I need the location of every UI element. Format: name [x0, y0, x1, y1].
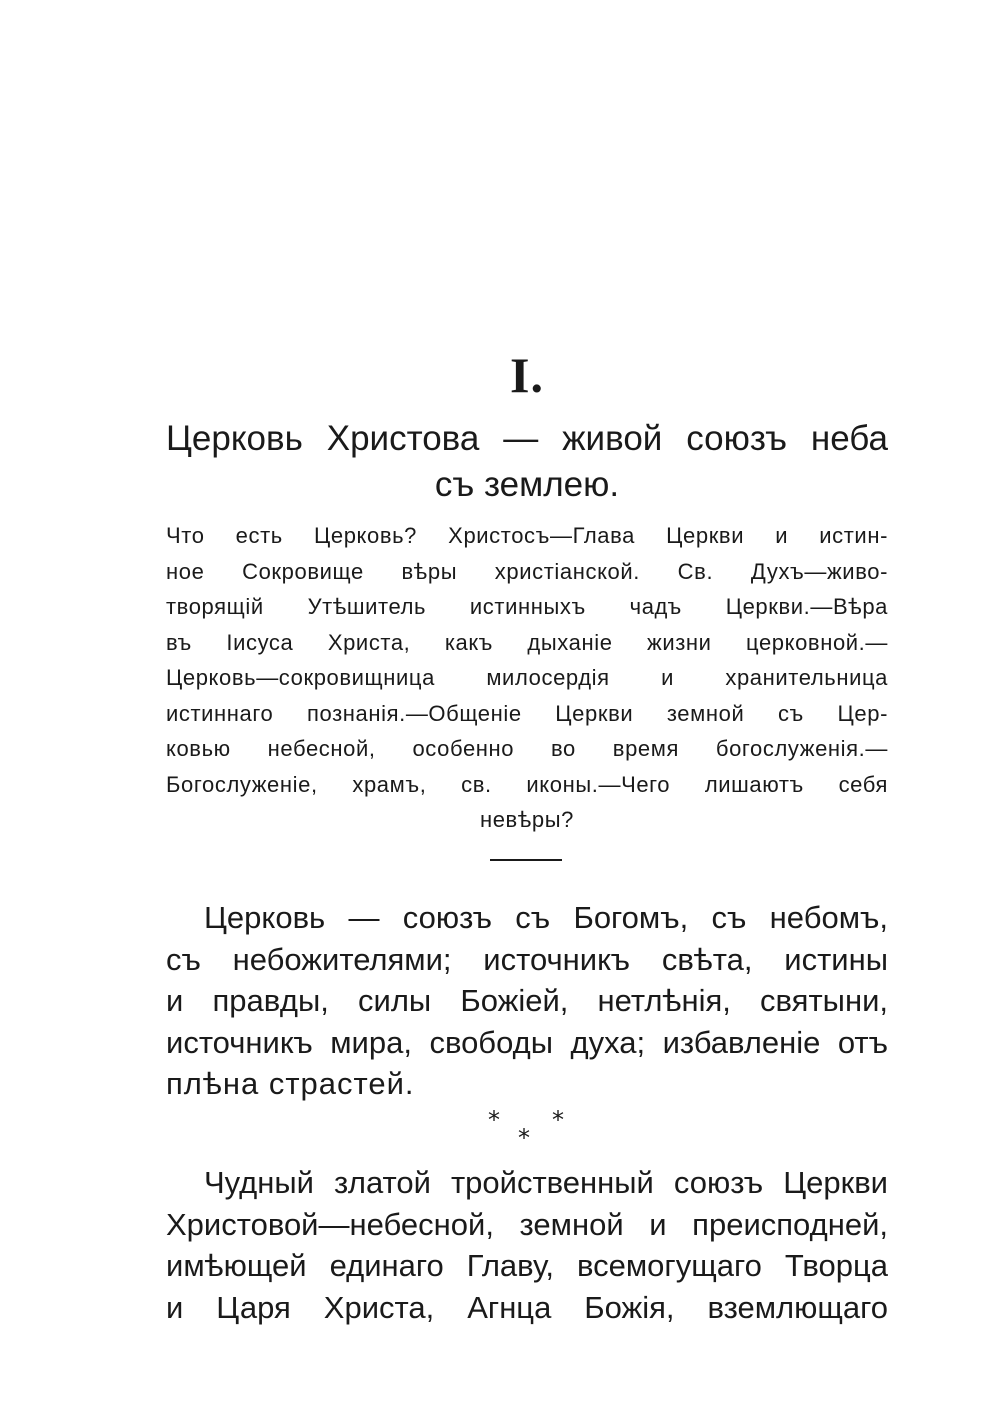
section-divider [490, 859, 562, 861]
chapter-title-line: Церковь Христова — живой союзъ неба [166, 419, 888, 458]
summary-line: ное Сокровище вѣры христіанской. Св. Духъ—живо- [166, 558, 888, 584]
asterisk: * [488, 1106, 500, 1134]
paragraph-line: Чудный златой тройственный союзъ Церкви [204, 1165, 888, 1200]
asterism-separator [488, 1108, 568, 1158]
summary-line: ковью небесной, особенно во время богослуженія.— [166, 736, 888, 761]
asterisk: * [518, 1124, 530, 1152]
summary-line: невѣры? [479, 807, 575, 832]
paragraph-line: источникъ мира, свободы духа; избавленіе отъ [166, 1024, 888, 1060]
chapter-title-line: съ землею. [434, 465, 620, 504]
chapter-title [166, 416, 888, 508]
chapter-summary [166, 518, 888, 838]
paragraph-line: съ небожителями; источникъ свѣта, истины [166, 941, 888, 977]
paragraph-line: имѣющей единаго Главу, всемогущаго Творца [166, 1248, 888, 1283]
summary-line: истиннаго познанія.—Общеніе Церкви земной съ Цер- [166, 700, 888, 726]
paragraph-line: и правды, силы Божіей, нетлѣнія, святыни, [166, 983, 888, 1018]
summary-line: Церковь—сокровищница милосердія и хранительница [166, 665, 888, 690]
summary-line: Богослуженіе, храмъ, св. иконы.—Чего лишаютъ себя [166, 771, 888, 797]
chapter-number: I. [510, 347, 544, 403]
paragraph-line: Церковь — союзъ съ Богомъ, съ небомъ, [204, 900, 888, 935]
summary-line: Что есть Церковь? Христосъ—Глава Церкви и истин- [166, 523, 888, 548]
summary-line: творящій Утѣшитель истинныхъ чадъ Церкви.—Вѣра [166, 594, 888, 619]
paragraph-line: Христовой—небесной, земной и преисподней, [166, 1206, 888, 1242]
paragraph-line: плѣна страстей. [166, 1066, 415, 1101]
paragraph-2 [166, 1162, 888, 1328]
summary-line: въ Іисуса Христа, какъ дыханіе жизни церковной.— [166, 629, 888, 655]
paragraph-line: и Царя Христа, Агнца Божія, вземлющаго [166, 1289, 888, 1325]
book-page [166, 0, 888, 1418]
asterisk: * [552, 1106, 564, 1134]
paragraph-1 [166, 897, 888, 1105]
